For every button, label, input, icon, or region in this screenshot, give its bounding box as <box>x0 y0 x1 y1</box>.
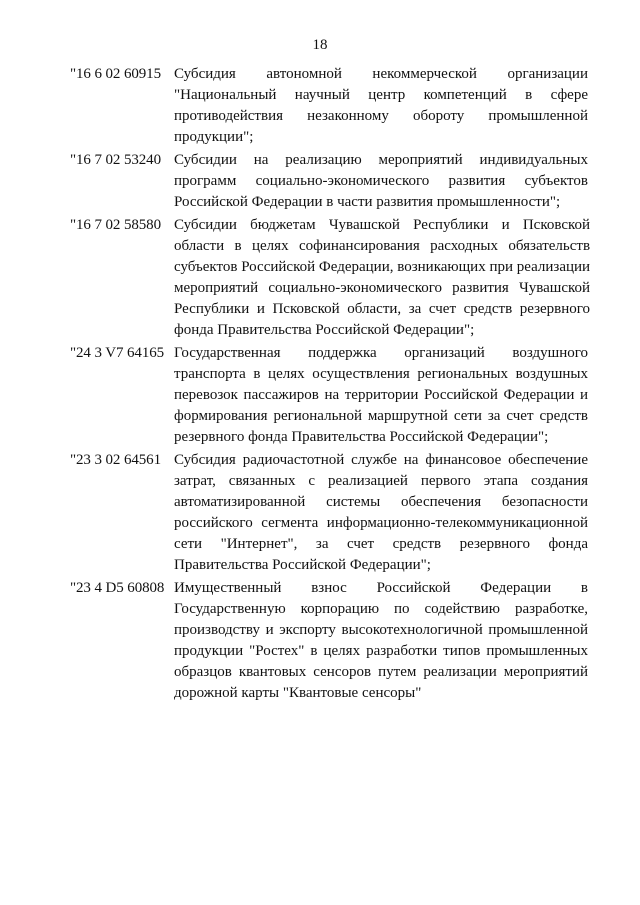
budget-code-description <box>174 150 588 213</box>
description-line: Правительства Российской Федерации"; <box>174 557 431 573</box>
description-line: сети "Интернет", за счет средств резервного фонда <box>174 536 588 552</box>
budget-classification-code: "24 3 V7 64165 <box>70 345 165 361</box>
budget-code-description <box>174 64 588 148</box>
budget-code-entry <box>70 64 588 148</box>
description-line: Субсидия автономной некоммерческой организации <box>174 66 588 82</box>
description-line: перевозок пассажиров на территории Российской Федерации и <box>174 387 588 403</box>
description-line: российского сегмента информационно-телекоммуникационной <box>174 515 588 531</box>
description-line: продукции"; <box>174 129 254 145</box>
budget-classification-code: "16 7 02 53240 <box>70 152 161 168</box>
page-number: 18 <box>312 37 328 53</box>
budget-code-description <box>174 215 590 341</box>
description-line: мероприятий социально-экономического развития Чувашской <box>174 280 591 296</box>
budget-code-description <box>174 578 588 704</box>
description-line: формирования региональной маршрутной сети за счет средств <box>174 408 588 424</box>
description-line: продукции "Ростех" в целях разработки типов промышленных <box>174 643 588 659</box>
budget-code-description <box>174 450 588 576</box>
description-line: Республики и Псковской области, за счет средств резервного <box>174 301 591 317</box>
description-line: автоматизированной системы обеспечения безопасности <box>174 494 588 510</box>
description-line: Государственную корпорацию по содействию разработке, <box>174 601 588 617</box>
description-line: области в целях софинансирования расходных обязательств <box>174 238 591 254</box>
budget-classification-code: "23 3 02 64561 <box>70 452 161 468</box>
budget-code-entry <box>70 450 588 576</box>
budget-code-entry <box>70 215 591 341</box>
description-line: транспорта в целях осуществления региональных воздушных <box>174 366 588 382</box>
description-line: затрат, связанных с реализацией первого этапа создания <box>174 473 588 489</box>
budget-code-entry <box>70 150 588 213</box>
description-line: субъектов Российской Федерации, возникающих при реализации <box>174 259 591 275</box>
description-line: противодействия незаконному обороту промышленной <box>174 108 588 124</box>
budget-classification-code: "23 4 D5 60808 <box>70 580 165 596</box>
description-line: Имущественный взнос Российской Федерации в <box>174 580 588 596</box>
budget-code-description <box>174 343 588 448</box>
budget-code-entry <box>70 578 588 704</box>
budget-classification-code: "16 7 02 58580 <box>70 217 161 233</box>
description-line: программ социально-экономического развития субъектов <box>174 173 588 189</box>
description-line: дорожной карты "Квантовые сенсоры" <box>174 685 422 701</box>
description-line: Субсидии на реализацию мероприятий индивидуальных <box>174 152 588 168</box>
description-line: образцов квантовых сенсоров путем реализации мероприятий <box>174 664 588 680</box>
budget-classification-code: "16 6 02 60915 <box>70 66 161 82</box>
description-line: "Национальный научный центр компетенций в сфере <box>174 87 588 103</box>
description-line: производству и экспорту высокотехнологичной промышленной <box>174 622 588 638</box>
description-line: Субсидия радиочастотной службе на финансовое обеспечение <box>174 452 588 468</box>
description-line: резервного фонда Правительства Российской Федерации"; <box>174 429 549 445</box>
budget-code-entry <box>70 343 588 448</box>
description-line: Субсидии бюджетам Чувашской Республики и Псковской <box>174 217 591 233</box>
budget-code-list <box>70 64 591 704</box>
description-line: Государственная поддержка организаций воздушного <box>174 345 588 361</box>
description-line: фонда Правительства Российской Федерации"; <box>174 322 475 338</box>
description-line: Российской Федерации в части развития промышленности"; <box>174 194 561 210</box>
